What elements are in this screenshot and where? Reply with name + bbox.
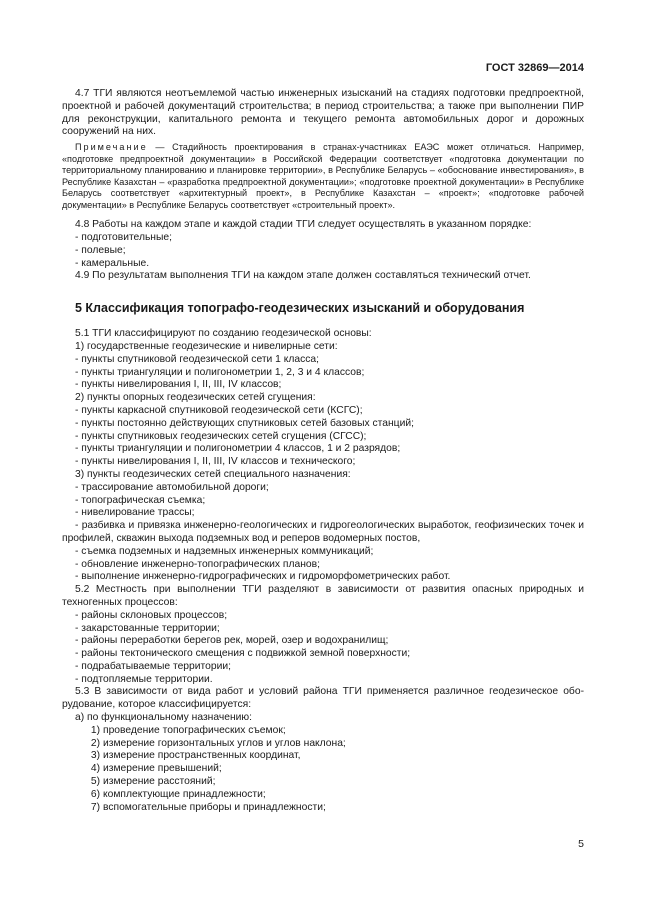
list-item: - пункты триангуляции и полигонометрии 4 классов, 1 и 2 разрядов; [75,443,401,455]
list-item: - закарстованные территории; [75,622,220,634]
item-number: 1) [90,724,100,736]
list-item: - камеральные. [75,257,150,269]
note-text: — Стадийность проектирования в странах-участниках ЕАЭС может отличаться. Например, «подготовке предпроектной документации» в Российской Федерации соответствует «подготовка документации по территориальному планированию и планировке территории», в Республике Беларусь – «обоснование инвестирования», в Республике Казахстан – «разработка предпроектной документации»; «подготовке проектной документации» в Республике Беларусь соответствует «архитектурный проект», в Республике Казахстан – «проект»; «подготовке рабочей документации» в Республике Беларусь соответствует «строительный проект». [62,142,584,210]
item-text: проведение топографических съемок; [103,724,286,736]
subitem-a: а) по функциональному назначению: [75,712,252,724]
list-item: - обновление инженерно-топографических планов; [75,558,320,570]
numbered-item [62,763,584,776]
numbered-item [62,738,584,751]
item-number: 5) [90,776,100,788]
paragraph-4-8: 4.8 Работы на каждом этапе и каждой стадии ТГИ следует осуществлять в указанном порядке: [75,219,532,231]
list-item: - трассирование автомобильной дороги; [75,481,269,493]
item-text: измерение расстояний; [103,776,216,788]
list-item: - пункты спутниковой геодезической сети 1 класса; [75,353,319,365]
list-item-wrapped: - разбивка и привязка инженерно-геологических и гидрогеологических выработок, геофизических точек и профилей, скважин выхода подземных вод и реперов водомерных постов, [62,520,584,544]
note-label: Примечание [75,142,148,153]
list-item: - съемка подземных и надземных инженерных коммуникаций; [75,545,374,557]
numbered-item [62,789,584,802]
list-item: - выполнение инженерно-гидрографических и гидроморфометрических работ. [75,571,451,583]
numbered-item [62,725,584,738]
list-item: - пункты нивелирования I, II, III, IV классов и технического; [75,456,356,468]
list-item: - пункты спутниковых геодезических сетей сгущения (СГСС); [75,430,367,442]
list-item: - подготовительные; [75,231,172,243]
item-text: комплектующие принадлежности; [103,788,266,800]
numbered-item [62,750,584,763]
paragraph-4-7: 4.7 ТГИ являются неотъемлемой частью инженерных изысканий на стадиях подготовки предпроектной, проектной и рабочей документаций строительства; в период строительства; а также при выполнении ПИР для реконструкции, капитального ремонта и текущего ремонта автомобильных дорог и дорожных сооружений на них. [62,88,584,138]
list-item: - топографическая съемка; [75,494,206,506]
group-3-title: 3) пункты геодезических сетей специального назначения: [75,468,351,480]
document-header: ГОСТ 32869—2014 [485,62,584,74]
list-item: - подрабатываемые территории; [75,660,231,672]
section-5-heading: 5 Классификация топографо-геодезических изысканий и оборудования [75,301,525,316]
list-item: - районы тектонического смещения с подвижкой земной поверхности; [75,648,411,660]
list-item: - пункты постоянно действующих спутниковых сетей базовых станций; [75,417,414,429]
page-body [62,88,584,814]
item-number: 2) [90,737,100,749]
numbered-item [62,776,584,789]
group-1-title: 1) государственные геодезические и нивелирные сети: [75,340,338,352]
note [62,142,584,211]
list-item: - районы склоновых процессов; [75,609,228,621]
list-item: - пункты каркасной спутниковой геодезической сети (КСГС); [75,404,363,416]
list-item: - районы переработки берегов рек, морей, озер и водохранилищ; [75,635,389,647]
item-text: вспомогательные приборы и принадлежности; [103,801,326,813]
item-text: измерение горизонтальных углов и углов наклона; [103,737,346,749]
item-number: 7) [90,801,100,813]
list-item: - пункты триангуляции и полигонометрии 1, 2, 3 и 4 классов; [75,366,365,378]
list-item: - подтопляемые территории. [75,673,213,685]
page-number: 5 [578,838,584,851]
item-number: 3) [90,750,100,762]
list-item: - полевые; [75,244,126,256]
group-2-title: 2) пункты опорных геодезических сетей сгущения: [75,392,316,404]
numbered-item [62,802,584,815]
list-item: - пункты нивелирования I, II, III, IV классов; [75,379,282,391]
item-number: 6) [90,788,100,800]
item-text: измерение пространственных координат, [103,750,301,762]
paragraph-5-1: 5.1 ТГИ классифицируют по созданию геодезической основы: [75,328,372,340]
item-text: измерение превышений; [103,763,222,775]
item-number: 4) [90,763,100,775]
paragraph-5-2: 5.2 Местность при выполнении ТГИ разделяют в зависимости от развития опасных природных и техногенных процессов: [62,584,584,608]
paragraph-4-9: 4.9 По результатам выполнения ТГИ на каждом этапе должен составляться технический отчет. [75,270,531,282]
paragraph-5-3: 5.3 В зависимости от вида работ и условий района ТГИ применяется различное геодезическое оборудование, которое классифицируется: [62,686,584,711]
list-item: - нивелирование трассы; [75,507,195,519]
